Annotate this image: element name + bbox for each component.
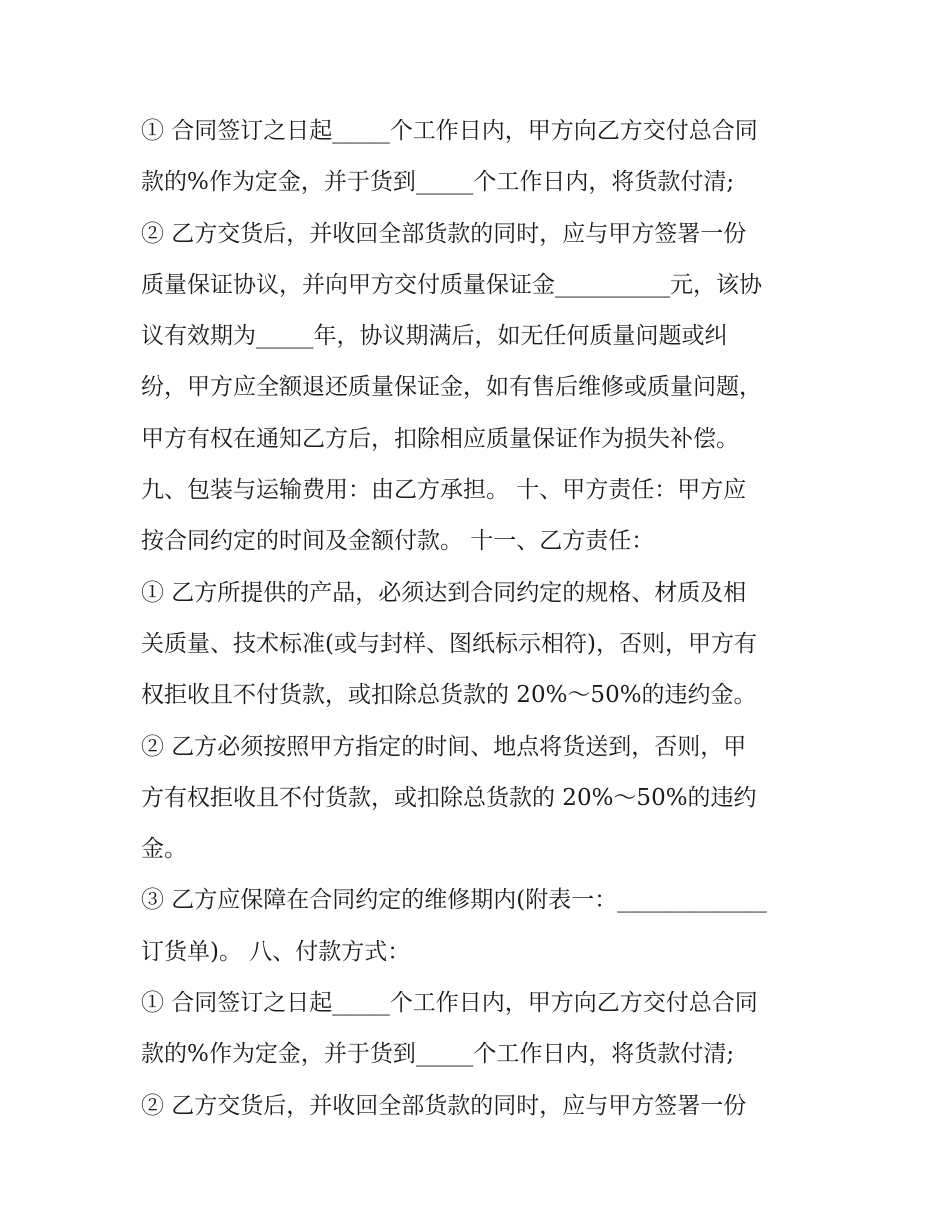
text-line: ① 合同签订之日起_____个工作日内，甲方向乙方交付总合同: [141, 990, 758, 1017]
text-line: 质量保证协议，并向甲方交付质量保证金__________元，该协: [141, 271, 762, 298]
text-line: 金。: [141, 836, 187, 863]
text-line: 关质量、技术标准(或与封样、图纸标示相符)，否则，甲方有: [141, 630, 757, 657]
text-line: ② 乙方交货后，并收回全部货款的同时，应与甲方签署一份: [141, 220, 747, 247]
text-line: 甲方有权在通知乙方后，扣除相应质量保证作为损失补偿。: [141, 425, 739, 452]
text-line: 权拒收且不付货款，或扣除总货款的 20%～50%的违约金。: [141, 682, 757, 709]
text-line: 按合同约定的时间及金额付款。 十一、乙方责任：: [141, 528, 655, 555]
text-line: ③ 乙方应保障在合同约定的维修期内(附表一：_____________: [141, 887, 767, 914]
text-line: ② 乙方交货后，并收回全部货款的同时，应与甲方签署一份: [141, 1092, 747, 1119]
text-line: 议有效期为_____年，协议期满后，如无任何质量问题或纠: [141, 323, 728, 350]
text-line: ① 乙方所提供的产品，必须达到合同约定的规格、材质及相: [141, 579, 747, 606]
text-line: 订货单)。 八、付款方式：: [141, 938, 411, 965]
text-line: ② 乙方必须按照甲方指定的时间、地点将货送到，否则，甲: [141, 733, 747, 760]
text-line: ① 合同签订之日起_____个工作日内，甲方向乙方交付总合同: [141, 118, 758, 144]
text-line: 纷，甲方应全额退还质量保证金，如有售后维修或质量问题，: [141, 374, 762, 401]
contract-text: [141, 106, 821, 1132]
text-line: 款的%作为定金，并于货到_____个工作日内，将货款付清;: [141, 1041, 735, 1068]
text-line: 方有权拒收且不付货款，或扣除总货款的 20%～50%的违约: [141, 784, 757, 811]
text-line: 九、包装与运输费用：由乙方承担。 十、甲方责任：甲方应: [141, 477, 747, 504]
text-line: 款的%作为定金，并于货到_____个工作日内，将货款付清;: [141, 169, 735, 196]
